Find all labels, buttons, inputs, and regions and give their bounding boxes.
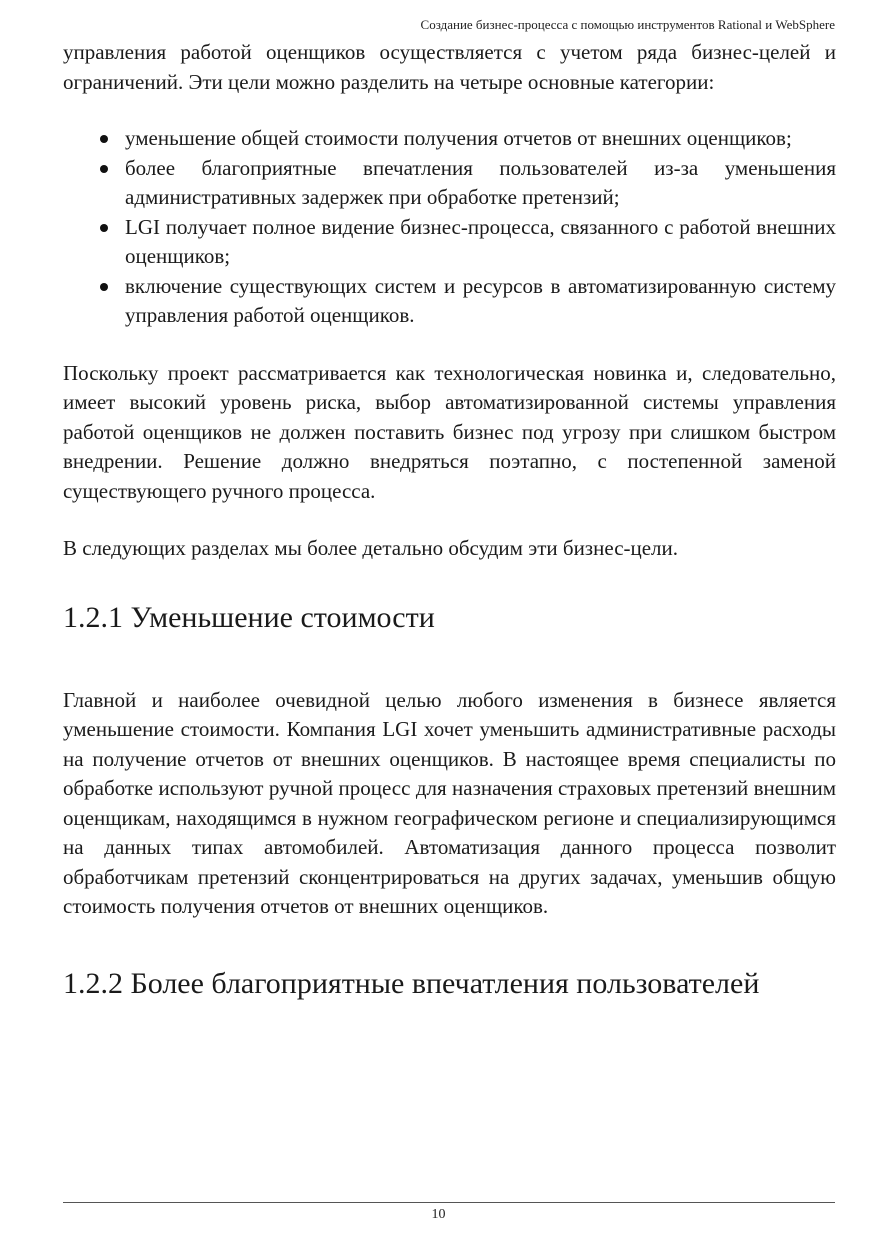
list-item-text: включение существующих систем и ресурсов в автоматизированную систему управления работой оценщиков. bbox=[125, 273, 836, 327]
bullet-icon bbox=[100, 165, 108, 173]
page-number: 10 bbox=[431, 1207, 446, 1222]
list-item bbox=[63, 154, 836, 213]
goals-bullet-list bbox=[63, 124, 836, 331]
bullet-icon bbox=[100, 224, 108, 232]
section-heading-user-experience: 1.2.2 Более благоприятные впечатления пользователей bbox=[63, 966, 760, 1000]
list-item bbox=[63, 213, 836, 272]
page-content bbox=[63, 38, 836, 1004]
list-item-text: LGI получает полное видение бизнес-процесса, связанного с работой внешних оценщиков; bbox=[125, 214, 836, 268]
risk-paragraph: Поскольку проект рассматривается как технологическая новинка и, следовательно, имеет высокий уровень риска, выбор автоматизированной системы управления работой оценщиков не должен поставить бизнес под угрозу при слишком быстром внедрении. Решение должно внедряться поэтапно, с постепенной заменой существующего ручного процесса. bbox=[63, 360, 836, 503]
list-item-text: более благоприятные впечатления пользователей из-за уменьшения административных задержек при обработке претензий; bbox=[125, 155, 836, 209]
list-item-text: уменьшение общей стоимости получения отчетов от внешних оценщиков; bbox=[125, 126, 792, 150]
running-header: Создание бизнес-процесса с помощью инструментов Rational и WebSphere bbox=[420, 17, 835, 32]
cost-reduction-paragraph: Главной и наиболее очевидной целью любого изменения в бизнесе является уменьшение стоимости. Компания LGI хочет уменьшить административные расходы на получение отчетов от внешних оценщиков. В настоящее время специалисты по обработке используют ручной процесс для назначения страховых претензий внешним оценщикам, находящимся в нужном географическом регионе и специализирующимся на данных типах автомобилей. Автоматизация данного процесса позволит обработчикам претензий сконцентрироваться на других задачах, уменьшив общую стоимость получения отчетов от внешних оценщиков. bbox=[63, 687, 836, 918]
footer-divider bbox=[63, 1202, 835, 1203]
intro-paragraph: управления работой оценщиков осуществляется с учетом ряда бизнес-целей и ограничений. Эти цели можно разделить на четыре основные категории: bbox=[63, 40, 836, 94]
bullet-icon bbox=[100, 135, 108, 143]
section-heading-cost-reduction: 1.2.1 Уменьшение стоимости bbox=[63, 600, 435, 634]
next-sections-paragraph: В следующих разделах мы более детально обсудим эти бизнес-цели. bbox=[63, 536, 679, 560]
list-item bbox=[63, 124, 836, 154]
list-item bbox=[63, 272, 836, 331]
bullet-icon bbox=[100, 283, 108, 291]
